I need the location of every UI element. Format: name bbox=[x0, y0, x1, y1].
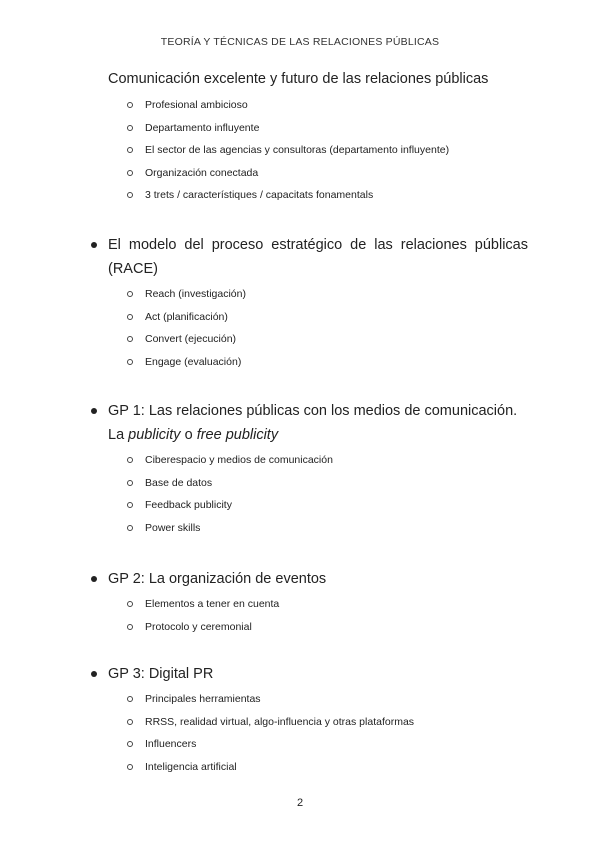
list-item: Feedback publicity bbox=[145, 494, 600, 517]
circle-bullet-icon bbox=[127, 125, 133, 131]
circle-bullet-icon bbox=[127, 601, 133, 607]
list-item: RRSS, realidad virtual, algo-influencia y otras plataformas bbox=[145, 711, 600, 734]
circle-bullet-icon bbox=[127, 525, 133, 531]
list-item: Reach (investigación) bbox=[145, 283, 600, 306]
circle-bullet-icon bbox=[127, 696, 133, 702]
running-header: TEORÍA Y TÉCNICAS DE LAS RELACIONES PÚBLICAS bbox=[160, 36, 440, 48]
circle-bullet-icon bbox=[127, 147, 133, 153]
list-item: Organización conectada bbox=[145, 162, 600, 185]
list-item: Engage (evaluación) bbox=[145, 351, 600, 374]
list-item: El sector de las agencias y consultoras (departamento influyente) bbox=[145, 139, 600, 162]
gp1-heading: GP 1: Las relaciones públicas con los medios de comunicación. La publicity o free publicity bbox=[108, 399, 528, 447]
list-item: Power skills bbox=[145, 517, 600, 540]
intro-section bbox=[0, 94, 600, 207]
bullet-icon bbox=[91, 408, 97, 414]
circle-bullet-icon bbox=[127, 291, 133, 297]
circle-bullet-icon bbox=[127, 314, 133, 320]
page-number: 2 bbox=[296, 797, 304, 809]
intro-sublist bbox=[0, 94, 600, 207]
list-item: Influencers bbox=[145, 733, 600, 756]
circle-bullet-icon bbox=[127, 359, 133, 365]
gp3-heading: GP 3: Digital PR bbox=[108, 662, 528, 686]
bullet-icon bbox=[91, 576, 97, 582]
gp2-section bbox=[0, 567, 600, 638]
circle-bullet-icon bbox=[127, 102, 133, 108]
circle-bullet-icon bbox=[127, 192, 133, 198]
bullet-icon bbox=[91, 242, 97, 248]
gp1-section bbox=[0, 399, 600, 539]
race-heading: El modelo del proceso estratégico de las relaciones públicas (RACE) bbox=[108, 233, 528, 281]
list-item: Convert (ejecución) bbox=[145, 328, 600, 351]
gp1-sublist bbox=[0, 449, 600, 539]
list-item: Principales herramientas bbox=[145, 688, 600, 711]
circle-bullet-icon bbox=[127, 624, 133, 630]
list-item: 3 trets / característiques / capacitats fonamentals bbox=[145, 184, 600, 207]
circle-bullet-icon bbox=[127, 719, 133, 725]
race-sublist bbox=[0, 283, 600, 373]
circle-bullet-icon bbox=[127, 336, 133, 342]
circle-bullet-icon bbox=[127, 764, 133, 770]
circle-bullet-icon bbox=[127, 170, 133, 176]
list-item: Protocolo y ceremonial bbox=[145, 616, 600, 639]
gp2-sublist bbox=[0, 593, 600, 638]
intro-heading: Comunicación excelente y futuro de las relaciones públicas bbox=[108, 71, 489, 87]
race-section bbox=[0, 233, 600, 373]
list-item: Elementos a tener en cuenta bbox=[145, 593, 600, 616]
list-item: Act (planificación) bbox=[145, 306, 600, 329]
circle-bullet-icon bbox=[127, 741, 133, 747]
list-item: Departamento influyente bbox=[145, 117, 600, 140]
gp3-sublist bbox=[0, 688, 600, 778]
list-item: Profesional ambicioso bbox=[145, 94, 600, 117]
bullet-icon bbox=[91, 671, 97, 677]
circle-bullet-icon bbox=[127, 457, 133, 463]
gp3-section bbox=[0, 662, 600, 778]
list-item: Base de datos bbox=[145, 472, 600, 495]
circle-bullet-icon bbox=[127, 480, 133, 486]
list-item: Ciberespacio y medios de comunicación bbox=[145, 449, 600, 472]
gp2-heading: GP 2: La organización de eventos bbox=[108, 567, 528, 591]
circle-bullet-icon bbox=[127, 502, 133, 508]
list-item: Inteligencia artificial bbox=[145, 756, 600, 779]
